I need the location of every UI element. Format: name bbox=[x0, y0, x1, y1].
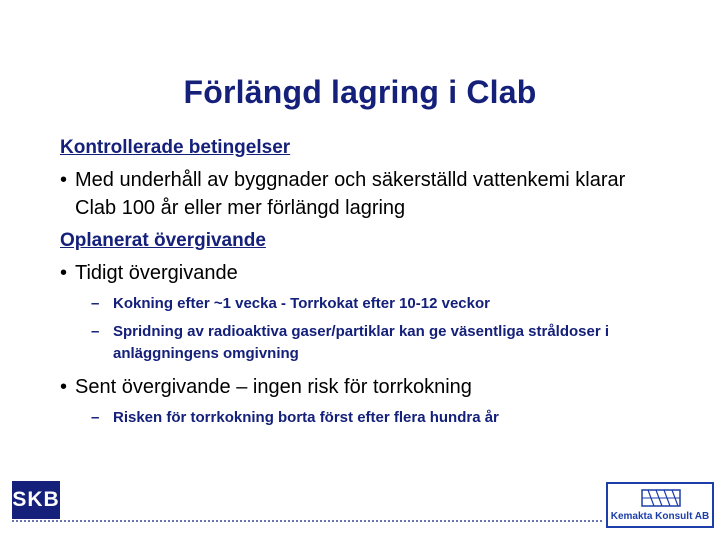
slide-content bbox=[60, 135, 670, 429]
section-heading: Oplanerat övergivande bbox=[60, 230, 266, 251]
sub-bullet-dash: – bbox=[91, 409, 100, 426]
sub-bullet-text: Spridning av radioaktiva gaser/partiklar kan ge väsentliga stråldoser i anläggningens omgivning bbox=[113, 323, 610, 362]
bullet-text: Tidigt övergivande bbox=[75, 262, 238, 284]
kemakta-logo bbox=[606, 482, 714, 528]
sub-bullet-item bbox=[60, 407, 670, 429]
bullet-dot: • bbox=[60, 376, 68, 398]
kemakta-logo-text: Kemakta Konsult AB bbox=[610, 511, 710, 522]
skb-logo-text: SKB bbox=[12, 488, 60, 511]
sub-bullet-text: Kokning efter ~1 vecka - Torrkokat efter 10-12 veckor bbox=[113, 295, 490, 312]
bullet-item bbox=[60, 373, 670, 401]
bullet-item bbox=[60, 259, 670, 287]
footer-dotted-line bbox=[12, 520, 602, 522]
bullet-dot: • bbox=[60, 169, 68, 191]
kemakta-mark-icon bbox=[640, 487, 682, 509]
sub-bullet-item bbox=[60, 321, 670, 365]
sub-bullet-item bbox=[60, 293, 670, 315]
bullet-text: Med underhåll av byggnader och säkerställd vattenkemi klarar Clab 100 år eller mer förlängd lagring bbox=[75, 169, 626, 219]
slide-title: Förlängd lagring i Clab bbox=[183, 74, 537, 110]
sub-bullet-dash: – bbox=[91, 323, 100, 340]
bullet-item bbox=[60, 166, 670, 222]
section-heading: Kontrollerade betingelser bbox=[60, 137, 291, 158]
bullet-text: Sent övergivande – ingen risk för torrkokning bbox=[75, 376, 472, 398]
sub-bullet-dash: – bbox=[91, 295, 100, 312]
bullet-dot: • bbox=[60, 262, 68, 284]
skb-logo bbox=[12, 481, 60, 519]
sub-bullet-text: Risken för torrkokning borta först efter flera hundra år bbox=[113, 409, 499, 426]
